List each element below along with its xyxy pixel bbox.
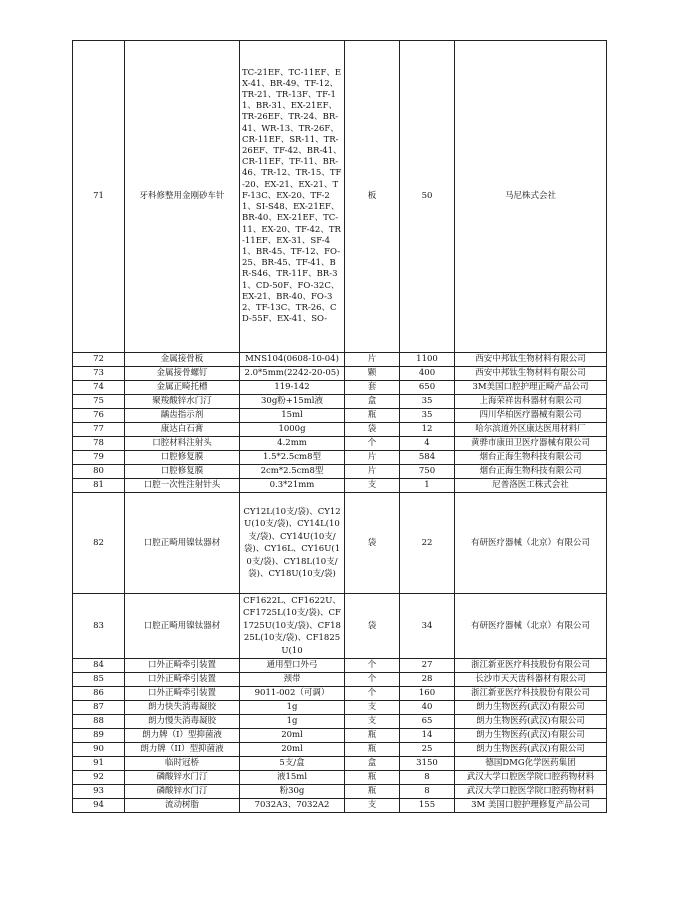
unit: 片 <box>345 353 400 367</box>
product-spec: 2.0*5mm(2242-20-05) <box>240 367 345 381</box>
product-spec: 15ml <box>240 409 345 423</box>
row-number: 77 <box>73 423 125 437</box>
vendor: 武汉大学口腔医学院口腔药物材料 <box>455 771 607 785</box>
product-name: 口外正畸牵引装置 <box>125 659 240 673</box>
row-number: 87 <box>73 701 125 715</box>
table-row <box>73 687 607 701</box>
table-row <box>73 659 607 673</box>
product-name: 牙科修整用金刚砂车针 <box>125 41 240 353</box>
row-number: 75 <box>73 395 125 409</box>
unit: 瓶 <box>345 729 400 743</box>
product-name: 聚羧酸锌水门汀 <box>125 395 240 409</box>
table-row <box>73 743 607 757</box>
product-spec: 30g粉+15ml液 <box>240 395 345 409</box>
vendor: 浙江新亚医疗科技股份有限公司 <box>455 687 607 701</box>
vendor: 长沙市天天齿科器材有限公司 <box>455 673 607 687</box>
row-number: 82 <box>73 493 125 594</box>
table-row <box>73 715 607 729</box>
row-number: 92 <box>73 771 125 785</box>
vendor: 哈尔滨道外区康达医用材料厂 <box>455 423 607 437</box>
row-number: 88 <box>73 715 125 729</box>
quantity: 35 <box>400 395 455 409</box>
quantity: 750 <box>400 465 455 479</box>
table-row <box>73 493 607 594</box>
row-number: 91 <box>73 757 125 771</box>
product-spec: MNS104(0608-10-04) <box>240 353 345 367</box>
unit: 袋 <box>345 423 400 437</box>
product-spec: 颈带 <box>240 673 345 687</box>
product-spec: 20ml <box>240 743 345 757</box>
table-row <box>73 465 607 479</box>
product-spec: 1000g <box>240 423 345 437</box>
vendor: 浙江新亚医疗科技股份有限公司 <box>455 659 607 673</box>
unit: 支 <box>345 799 400 813</box>
row-number: 89 <box>73 729 125 743</box>
product-spec: 1g <box>240 701 345 715</box>
vendor: 朗力生物医药(武汉)有限公司 <box>455 729 607 743</box>
table-row <box>73 594 607 659</box>
unit: 板 <box>345 41 400 353</box>
quantity: 155 <box>400 799 455 813</box>
product-spec: CF1622L、CF1622U、CF1725L(10支/袋)、CF1725U(10支/袋)、CF1825L(10支/袋)、CF1825U(10 <box>240 594 345 659</box>
row-number: 81 <box>73 479 125 493</box>
product-spec: 1.5*2.5cm8型 <box>240 451 345 465</box>
row-number: 94 <box>73 799 125 813</box>
table-row <box>73 423 607 437</box>
table-row <box>73 381 607 395</box>
product-spec: 4.2mm <box>240 437 345 451</box>
product-spec: 2cm*2.5cm8型 <box>240 465 345 479</box>
unit: 瓶 <box>345 409 400 423</box>
quantity: 65 <box>400 715 455 729</box>
table-row <box>73 409 607 423</box>
row-number: 83 <box>73 594 125 659</box>
unit: 瓶 <box>345 743 400 757</box>
table-row <box>73 701 607 715</box>
unit: 个 <box>345 673 400 687</box>
product-name: 朗力牌（II）型抑菌液 <box>125 743 240 757</box>
table-row <box>73 451 607 465</box>
product-name: 磷酸锌水门汀 <box>125 771 240 785</box>
quantity: 584 <box>400 451 455 465</box>
quantity: 160 <box>400 687 455 701</box>
row-number: 78 <box>73 437 125 451</box>
product-spec: 0.3*21mm <box>240 479 345 493</box>
table-row <box>73 771 607 785</box>
unit: 支 <box>345 479 400 493</box>
vendor: 3M美国口腔护理正畸产品公司 <box>455 381 607 395</box>
unit: 瓶 <box>345 785 400 799</box>
table-row <box>73 785 607 799</box>
table-row <box>73 729 607 743</box>
product-name: 朗力牌（I）型抑菌液 <box>125 729 240 743</box>
table-row <box>73 41 607 353</box>
row-number: 86 <box>73 687 125 701</box>
quantity: 28 <box>400 673 455 687</box>
row-number: 73 <box>73 367 125 381</box>
product-name: 金属接骨螺钉 <box>125 367 240 381</box>
vendor: 朗力生物医药(武汉)有限公司 <box>455 743 607 757</box>
quantity: 8 <box>400 771 455 785</box>
quantity: 14 <box>400 729 455 743</box>
row-number: 76 <box>73 409 125 423</box>
row-number: 74 <box>73 381 125 395</box>
table-row <box>73 437 607 451</box>
product-name: 朗力快失消毒凝胶 <box>125 701 240 715</box>
unit: 支 <box>345 715 400 729</box>
quantity: 35 <box>400 409 455 423</box>
table-row <box>73 395 607 409</box>
unit: 瓶 <box>345 771 400 785</box>
vendor: 烟台正海生物科技有限公司 <box>455 465 607 479</box>
row-number: 85 <box>73 673 125 687</box>
unit: 个 <box>345 659 400 673</box>
vendor: 有研医疗器械（北京）有限公司 <box>455 594 607 659</box>
product-name: 口外正畸牵引装置 <box>125 687 240 701</box>
product-spec: 9011-002（可调） <box>240 687 345 701</box>
procurement-table-page <box>72 40 606 813</box>
product-name: 口腔材料注射头 <box>125 437 240 451</box>
quantity: 1 <box>400 479 455 493</box>
unit: 片 <box>345 465 400 479</box>
unit: 盒 <box>345 757 400 771</box>
vendor: 黄骅市康田卫医疗器械有限公司 <box>455 437 607 451</box>
product-name: 流动树脂 <box>125 799 240 813</box>
row-number: 72 <box>73 353 125 367</box>
vendor: 西安中邦钛生物材料有限公司 <box>455 367 607 381</box>
quantity: 27 <box>400 659 455 673</box>
product-spec: 通用型口外弓 <box>240 659 345 673</box>
product-spec: 20ml <box>240 729 345 743</box>
table-row <box>73 799 607 813</box>
quantity: 50 <box>400 41 455 353</box>
row-number: 84 <box>73 659 125 673</box>
product-spec: CY12L(10支/袋)、CY12U(10支/袋)、CY14L(10支/袋)、CY14U(10支/袋)、CY16L、CY16U(10支/袋)、CY18L(10支/袋)、CY18U(10支/袋) <box>240 493 345 594</box>
quantity: 34 <box>400 594 455 659</box>
unit: 套 <box>345 381 400 395</box>
vendor: 烟台正海生物科技有限公司 <box>455 451 607 465</box>
unit: 袋 <box>345 493 400 594</box>
unit: 颗 <box>345 367 400 381</box>
vendor: 四川华柏医疗器械有限公司 <box>455 409 607 423</box>
product-name: 口腔正畸用镍钛器材 <box>125 594 240 659</box>
unit: 袋 <box>345 594 400 659</box>
product-spec: 7032A3、7032A2 <box>240 799 345 813</box>
quantity: 1100 <box>400 353 455 367</box>
product-name: 金属正畸托槽 <box>125 381 240 395</box>
product-spec: 119-142 <box>240 381 345 395</box>
row-number: 79 <box>73 451 125 465</box>
product-name: 口外正畸牵引装置 <box>125 673 240 687</box>
quantity: 22 <box>400 493 455 594</box>
vendor: 上海荣祥齿科器材有限公司 <box>455 395 607 409</box>
table-row <box>73 367 607 381</box>
table-row <box>73 353 607 367</box>
quantity: 400 <box>400 367 455 381</box>
unit: 盒 <box>345 395 400 409</box>
quantity: 25 <box>400 743 455 757</box>
vendor: 德国DMG化学医药集团 <box>455 757 607 771</box>
quantity: 650 <box>400 381 455 395</box>
unit: 个 <box>345 687 400 701</box>
vendor: 朗力生物医药(武汉)有限公司 <box>455 715 607 729</box>
row-number: 80 <box>73 465 125 479</box>
product-name: 龋齿指示剂 <box>125 409 240 423</box>
product-name: 口腔修复膜 <box>125 465 240 479</box>
product-name: 磷酸锌水门汀 <box>125 785 240 799</box>
quantity: 3150 <box>400 757 455 771</box>
row-number: 93 <box>73 785 125 799</box>
product-spec: 1g <box>240 715 345 729</box>
vendor: 尼普洛医工株式会社 <box>455 479 607 493</box>
unit: 个 <box>345 437 400 451</box>
product-name: 朗力慢失消毒凝胶 <box>125 715 240 729</box>
quantity: 8 <box>400 785 455 799</box>
vendor: 朗力生物医药(武汉)有限公司 <box>455 701 607 715</box>
vendor: 3M 美国口腔护理修复产品公司 <box>455 799 607 813</box>
quantity: 12 <box>400 423 455 437</box>
product-spec: TC-21EF、TC-11EF、EX-41、BR-49、TF-12、TR-21、TR-13F、TF-11、BR-31、EX-21EF、TR-26EF、TR-24、BR-41、WR-13、TR-26F、CR-11EF、SR-11、TR-26EF、TF-42、BR-41、CR-11EF、TF-11、BR-46、TR-12、TR-15、TF-20、EX-21、EX-21、TF-13C、EX-20、TF-21、SI-S48、EX-21EF、BR-40、EX-21EF、TC-11、EX-20、TF-42、TR-11EF、EX-31、SF-41、BR-45、TF-12、FO-25、BR-45、TF-41、BR-S46、TR-11F、BR-31、CD-50F、FO-32C、EX-21、BR-40、FO-32、TF-13C、TR-26、CD-55F、EX-41、SO- <box>240 41 345 353</box>
product-spec: 液15ml <box>240 771 345 785</box>
product-name: 口腔修复膜 <box>125 451 240 465</box>
row-number: 71 <box>73 41 125 353</box>
product-spec: 5支/盒 <box>240 757 345 771</box>
vendor: 马尼株式会社 <box>455 41 607 353</box>
product-spec: 粉30g <box>240 785 345 799</box>
product-name: 口腔正畸用镍钛器材 <box>125 493 240 594</box>
product-name: 康达白石膏 <box>125 423 240 437</box>
product-name: 口腔一次性注射针头 <box>125 479 240 493</box>
product-name: 金属接骨板 <box>125 353 240 367</box>
vendor: 西安中邦钛生物材料有限公司 <box>455 353 607 367</box>
product-table <box>72 40 607 813</box>
quantity: 4 <box>400 437 455 451</box>
row-number: 90 <box>73 743 125 757</box>
product-name: 临时冠桥 <box>125 757 240 771</box>
unit: 支 <box>345 701 400 715</box>
table-row <box>73 673 607 687</box>
table-row <box>73 757 607 771</box>
vendor: 武汉大学口腔医学院口腔药物材料 <box>455 785 607 799</box>
table-row <box>73 479 607 493</box>
vendor: 有研医疗器械（北京）有限公司 <box>455 493 607 594</box>
unit: 片 <box>345 451 400 465</box>
quantity: 40 <box>400 701 455 715</box>
